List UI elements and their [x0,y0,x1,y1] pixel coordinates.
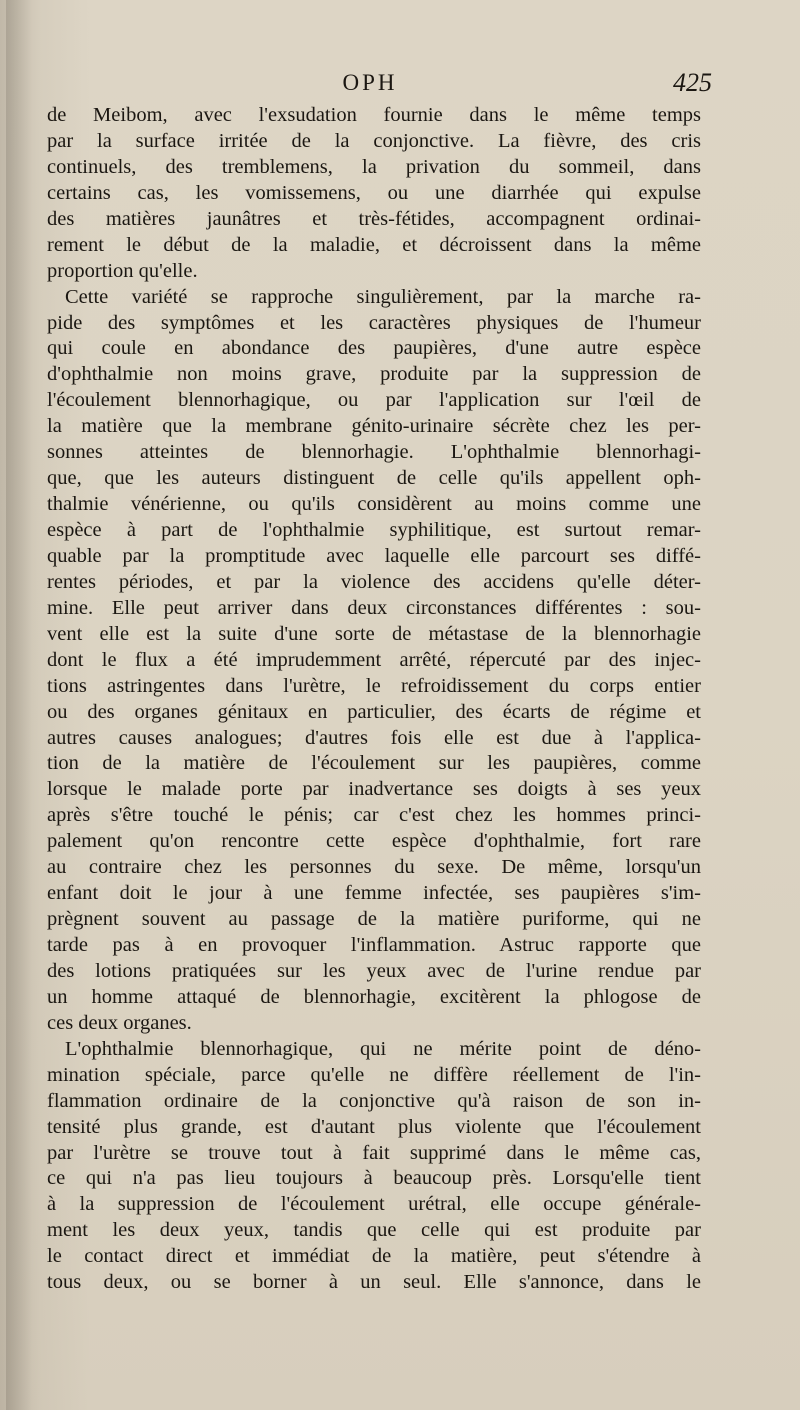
text-line: la matière que la membrane génito-urinaire sécrète chez les per- [47,415,701,438]
text-line: Cette variété se rapproche singulièrement, par la marche ra- [65,285,701,308]
text-line: autres causes analogues; d'autres fois elle est due à l'applica- [47,726,701,749]
text-line: rentes périodes, et par la violence des accidens qu'elle déter- [47,570,701,593]
text-line: ces deux organes. [47,1011,192,1034]
text-line: thalmie vénérienne, ou qu'ils considèrent au moins comme une [47,493,701,516]
text-line: tensité plus grande, est d'autant plus violente que l'écoulement [47,1115,701,1138]
text-line: par la surface irritée de la conjonctive. La fièvre, des cris [47,129,701,152]
text-line: sonnes atteintes de blennorhagie. L'ophthalmie blennorhagi- [47,441,701,464]
text-line: d'ophthalmie non moins grave, produite par la suppression de [47,363,701,386]
text-line: flammation ordinaire de la conjonctive qu'à raison de son in- [47,1089,701,1112]
running-title: OPH [342,70,398,95]
text-line: lorsque le malade porte par inadvertance ses doigts à ses yeux [47,778,701,801]
text-line: tion de la matière de l'écoulement sur les paupières, comme [47,752,701,775]
text-line: rement le début de la maladie, et décroissent dans la même [47,233,701,256]
text-line: ce qui n'a pas lieu toujours à beaucoup près. Lorsqu'elle tient [47,1167,701,1190]
text-line: de Meibom, avec l'exsudation fournie dans le même temps [47,104,701,126]
gutter-shadow [6,0,32,1410]
text-line: prègnent souvent au passage de la matière puriforme, qui ne [47,908,701,931]
text-line: quable par la promptitude avec laquelle elle parcourt ses diffé- [47,544,701,567]
text-line: un homme attaqué de blennorhagie, excitèrent la phlogose de [47,985,701,1008]
text-line: continuels, des tremblemens, la privation du sommeil, dans [47,155,701,178]
text-line: tarde pas à en provoquer l'inflammation. Astruc rapporte que [47,934,701,956]
text-line: vent elle est la suite d'une sorte de métastase de la blennorhagie [47,622,701,645]
text-line: des lotions pratiquées sur les yeux avec de l'urine rendue par [47,959,701,982]
text-line: L'ophthalmie blennorhagique, qui ne mérite point de déno- [65,1037,701,1060]
text-line: mine. Elle peut arriver dans deux circonstances différentes : sou- [47,596,701,619]
text-line: qui coule en abondance des paupières, d'une autre espèce [47,337,701,360]
text-line: le contact direct et immédiat de la matière, peut s'étendre à [47,1245,701,1268]
text-line: proportion qu'elle. [47,259,198,282]
text-line: mination spéciale, parce qu'elle ne diffère réellement de l'in- [47,1063,701,1086]
text-line: dont le flux a été imprudemment arrêté, répercuté par des injec- [47,648,701,671]
text-line: palement qu'on rencontre cette espèce d'ophthalmie, fort rare [47,830,701,853]
text-line: ment les deux yeux, tandis que celle qui est produite par [47,1219,701,1242]
text-line: l'écoulement blennorhagique, ou par l'application sur l'œil de [47,389,701,412]
running-head [0,70,800,102]
text-line: tions astringentes dans l'urètre, le refroidissement du corps entier [47,674,701,697]
text-line: après s'être touché le pénis; car c'est chez les hommes princi- [47,804,701,827]
text-line: pide des symptômes et les caractères physiques de l'humeur [47,311,701,334]
text-line: certains cas, les vomissemens, ou une diarrhée qui expulse [47,181,701,204]
text-line: par l'urètre se trouve tout à fait supprimé dans le même cas, [47,1141,701,1164]
text-line: espèce à part de l'ophthalmie syphilitique, est surtout remar- [47,519,701,541]
text-line: à la suppression de l'écoulement urétral, elle occupe générale- [47,1193,701,1216]
text-line: tous deux, ou se borner à un seul. Elle s'annonce, dans le [47,1271,701,1294]
body-text [47,103,701,1296]
text-line: ou des organes génitaux en particulier, des écarts de régime et [47,700,701,723]
text-line: que, que les auteurs distinguent de celle qu'ils appellent oph- [47,467,701,490]
text-line: au contraire chez les personnes du sexe. De même, lorsqu'un [47,856,701,879]
text-line: enfant doit le jour à une femme infectée, ses paupières s'im- [47,882,701,905]
text-line: des matières jaunâtres et très-fétides, accompagnent ordinai- [47,207,701,230]
page-number: 425 [673,68,712,97]
